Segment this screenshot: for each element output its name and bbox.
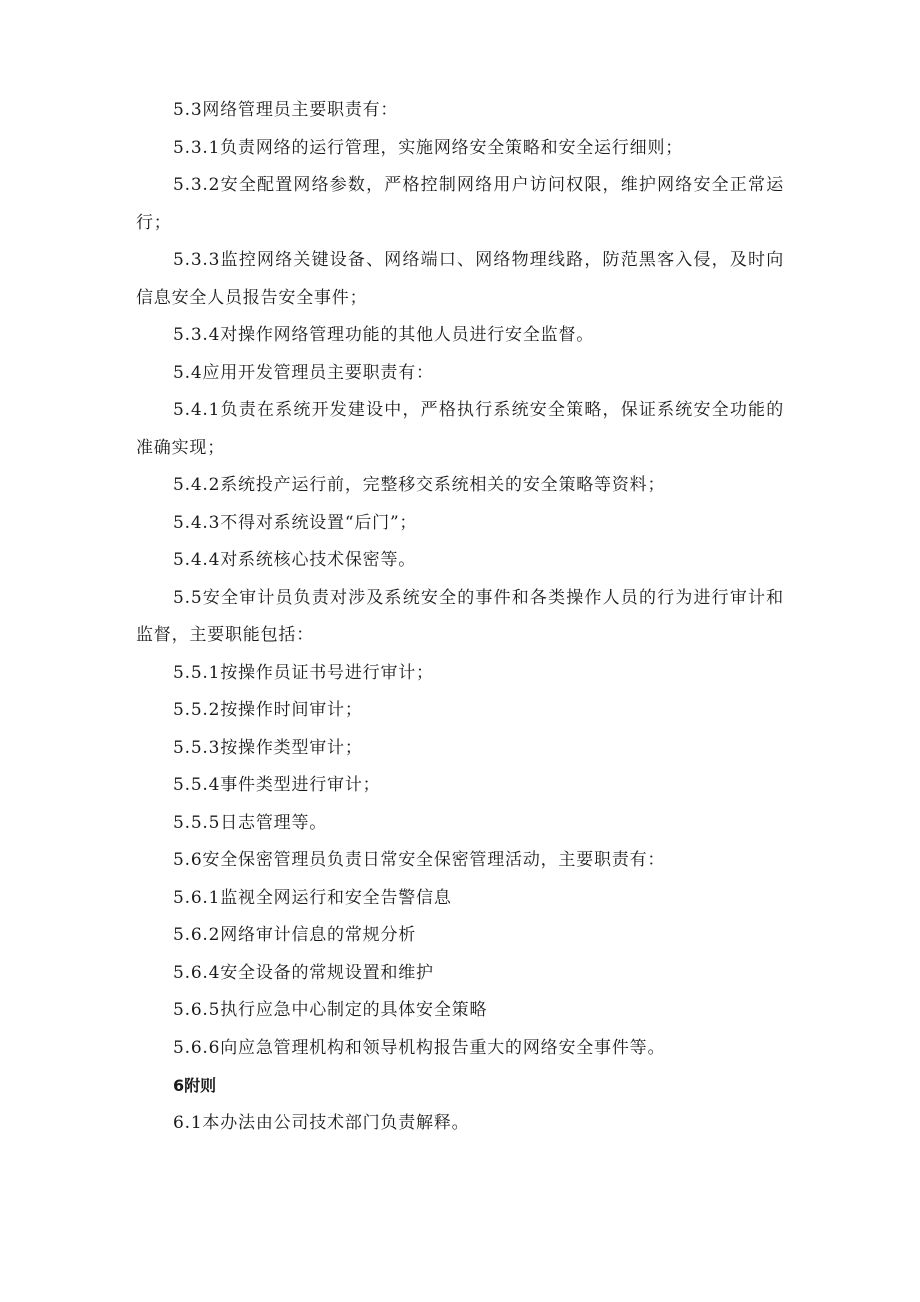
paragraph-5-5: 5.5安全审计员负责对涉及系统安全的事件和各类操作人员的行为进行审计和监督，主要职能包括： — [136, 587, 784, 645]
paragraph-5-6-2: 5.6.2网络审计信息的常规分析 — [173, 925, 417, 945]
paragraph-5-5-4: 5.5.4事件类型进行审计； — [173, 775, 381, 795]
paragraph-5-6-4: 5.6.4安全设备的常规设置和维护 — [173, 962, 434, 983]
paragraph-5-3: 5.3网络管理员主要职责有： — [173, 100, 399, 120]
paragraph-5-3-2: 5.3.2安全配置网络参数，严格控制网络用户访问权限，维护网络安全正常运行； — [136, 175, 784, 233]
paragraph-5-3-4: 5.3.4对操作网络管理功能的其他人员进行安全监督。 — [173, 325, 595, 345]
paragraph-5-6-6: 5.6.6向应急管理机构和领导机构报告重大的网络安全事件等。 — [173, 1037, 666, 1058]
document-body — [136, 92, 784, 1142]
paragraph-5-3-3: 5.3.3监控网络关键设备、网络端口、网络物理线路，防范黑客入侵，及时向信息安全人员报告安全事件； — [136, 250, 784, 308]
paragraph-5-4-4: 5.4.4对系统核心技术保密等。 — [173, 550, 417, 570]
paragraph-5-6-5: 5.6.5执行应急中心制定的具体安全策略 — [173, 1000, 488, 1020]
paragraph-6-1: 6.1本办法由公司技术部门负责解释。 — [173, 1112, 470, 1133]
paragraph-5-5-3: 5.5.3按操作类型审计； — [173, 737, 363, 758]
paragraph-5-4-1: 5.4.1负责在系统开发建设中，严格执行系统安全策略，保证系统安全功能的准确实现； — [136, 400, 784, 458]
paragraph-5-6-1: 5.6.1监视全网运行和安全告警信息 — [173, 887, 452, 908]
paragraph-5-5-2: 5.5.2按操作时间审计； — [173, 700, 363, 720]
paragraph-5-6: 5.6安全保密管理员负责日常安全保密管理活动，主要职责有： — [173, 850, 666, 870]
paragraph-5-4-3: 5.4.3不得对系统设置“后门”； — [173, 512, 418, 533]
paragraph-5-5-1: 5.5.1按操作员证书号进行审计； — [173, 662, 434, 683]
paragraph-5-5-5: 5.5.5日志管理等。 — [173, 812, 328, 833]
paragraph-5-3-1: 5.3.1负责网络的运行管理，实施网络安全策略和安全运行细则； — [173, 137, 684, 158]
paragraph-5-4-2: 5.4.2系统投产运行前，完整移交系统相关的安全策略等资料； — [173, 475, 666, 495]
paragraph-5-4: 5.4应用开发管理员主要职责有： — [173, 362, 434, 383]
section-heading-6: 6附则 — [173, 1076, 217, 1095]
